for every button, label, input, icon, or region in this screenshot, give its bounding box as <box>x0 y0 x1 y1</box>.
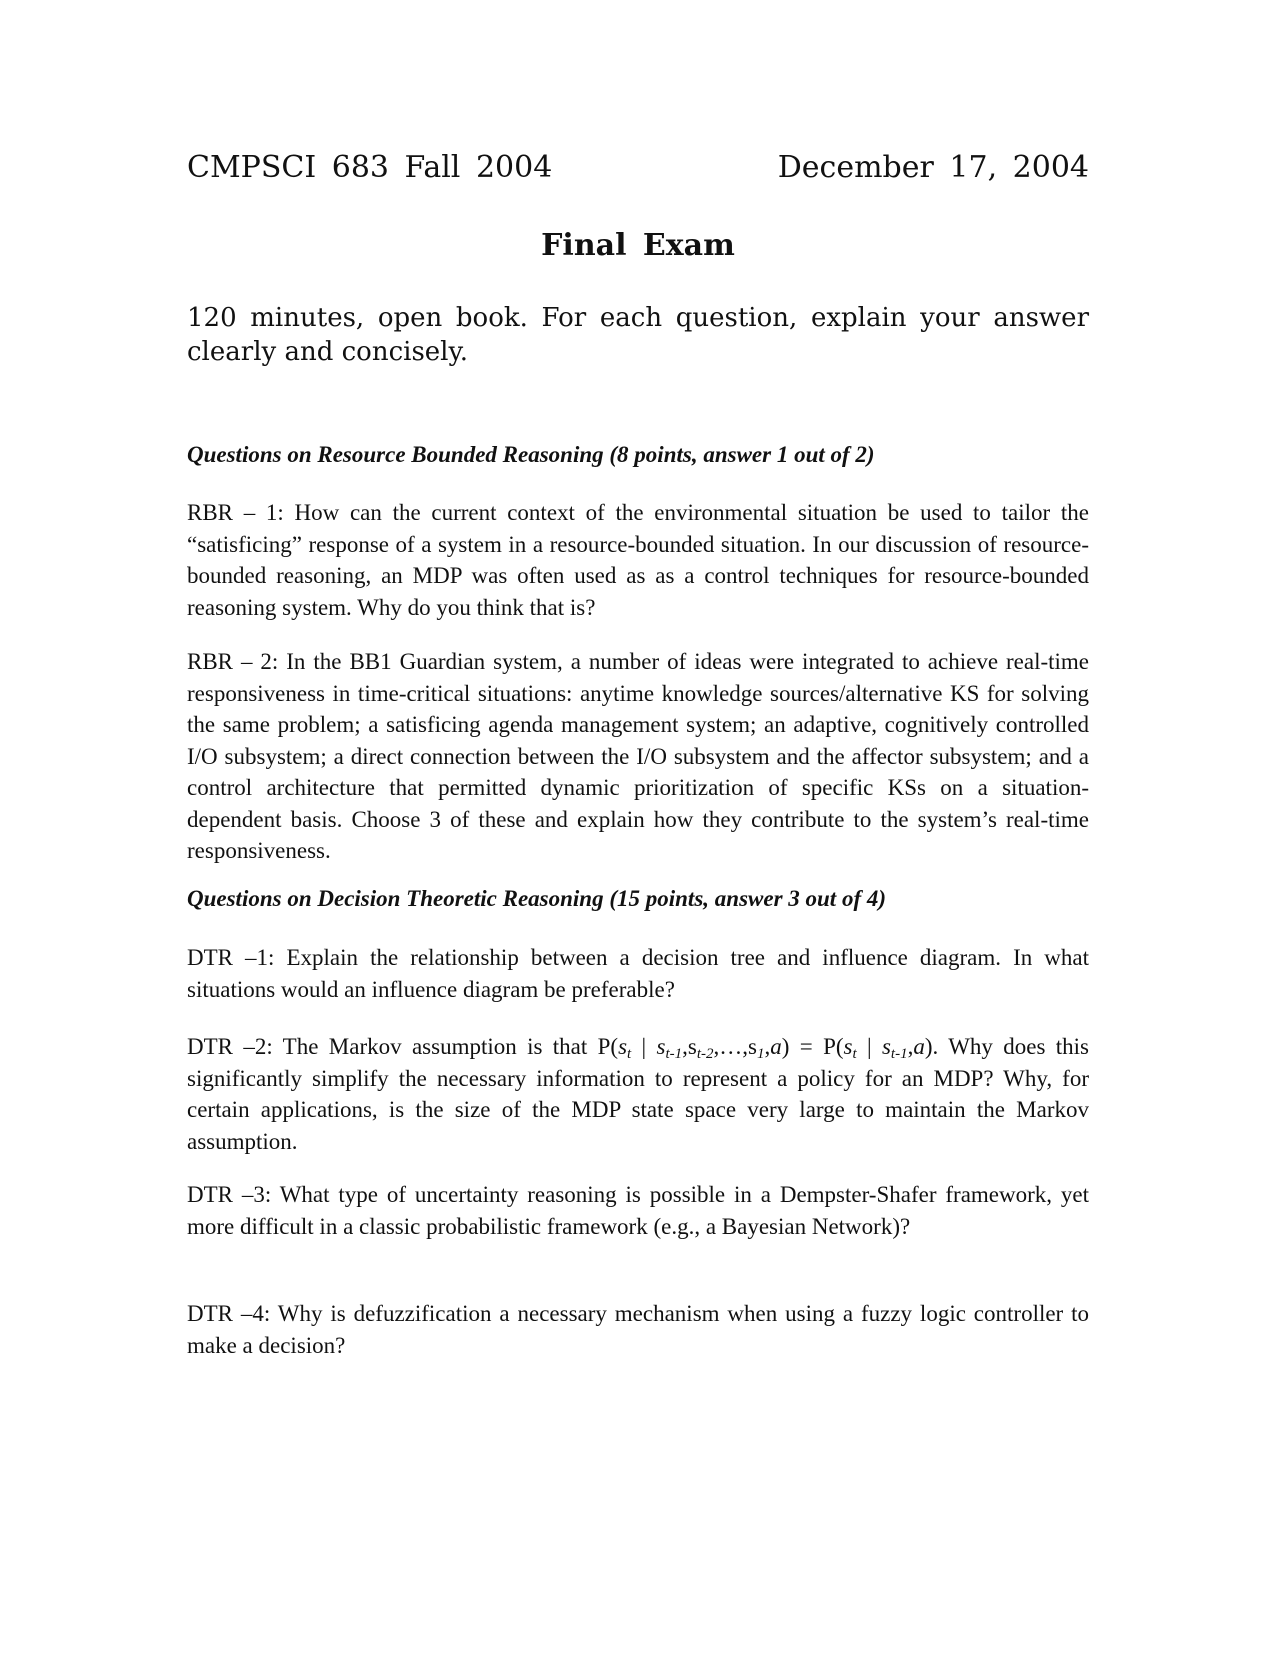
exam-instructions: 120 minutes, open book. For each question, explain your answer clearly and concisely. <box>187 303 1089 367</box>
markov-formula: $P(s_t$ | $s_{t-1},s_{t-2},\dots,s_1,a) = P(s_t$ | $s_{t-1},a$) <box>597 1034 933 1062</box>
question-dtr-1: DTR –1: Explain the relationship between a decision tree and influence diagram. In what situations would an influence diagram be preferable? <box>187 945 1089 1002</box>
question-dtr-2-intro: DTR –2: The Markov assumption is that <box>187 1034 598 1059</box>
question-dtr-3: DTR –3: What type of uncertainty reasoning is possible in a Dempster-Shafer framework, yet more difficult in a classic probabilistic framework (e.g., a Bayesian Network)? <box>187 1182 1089 1239</box>
exam-date: December 17, 2004 <box>777 150 1089 185</box>
dtr-section-heading: Questions on Decision Theoretic Reasoning (15 points, answer 3 out of 4) <box>187 886 887 911</box>
question-rbr-2: RBR – 2: In the BB1 Guardian system, a number of ideas were integrated to achieve real-time responsiveness in time-critical situations: anytime knowledge sources/alternative KS for solving the same problem; a satisficing agenda management system; an adaptive, cognitively controlled I/O subsystem; a direct connection between the I/O subsystem and the affector subsystem; and a control architecture that permitted dynamic prioritization of specific KSs on a situation-dependent basis. Choose 3 of these and explain how they contribute to the system’s real-time responsiveness. <box>187 649 1089 863</box>
question-dtr-2 <box>187 1031 1089 1157</box>
rbr-section-heading: Questions on Resource Bounded Reasoning (8 points, answer 1 out of 2) <box>187 442 875 467</box>
course-header: CMPSCI 683 Fall 2004 <box>187 150 553 185</box>
question-rbr-1: RBR – 1: How can the current context of the environmental situation be used to tailor the “satisficing” response of a system in a resource-bounded situation. In our discussion of resource-bounded reasoning, an MDP was often used as as a control techniques for resource-bounded reasoning system. Why do you think that is? <box>187 500 1089 620</box>
question-dtr-2-rest: . Why does this significantly simplify the necessary information to represent a policy for an MDP? Why, for certain applications, is the size of the MDP state space very large to maintain the Markov assumption. <box>187 1034 1090 1154</box>
question-dtr-4: DTR –4: Why is defuzzification a necessary mechanism when using a fuzzy logic controller to make a decision? <box>187 1301 1089 1358</box>
exam-title: Final Exam <box>541 228 735 263</box>
